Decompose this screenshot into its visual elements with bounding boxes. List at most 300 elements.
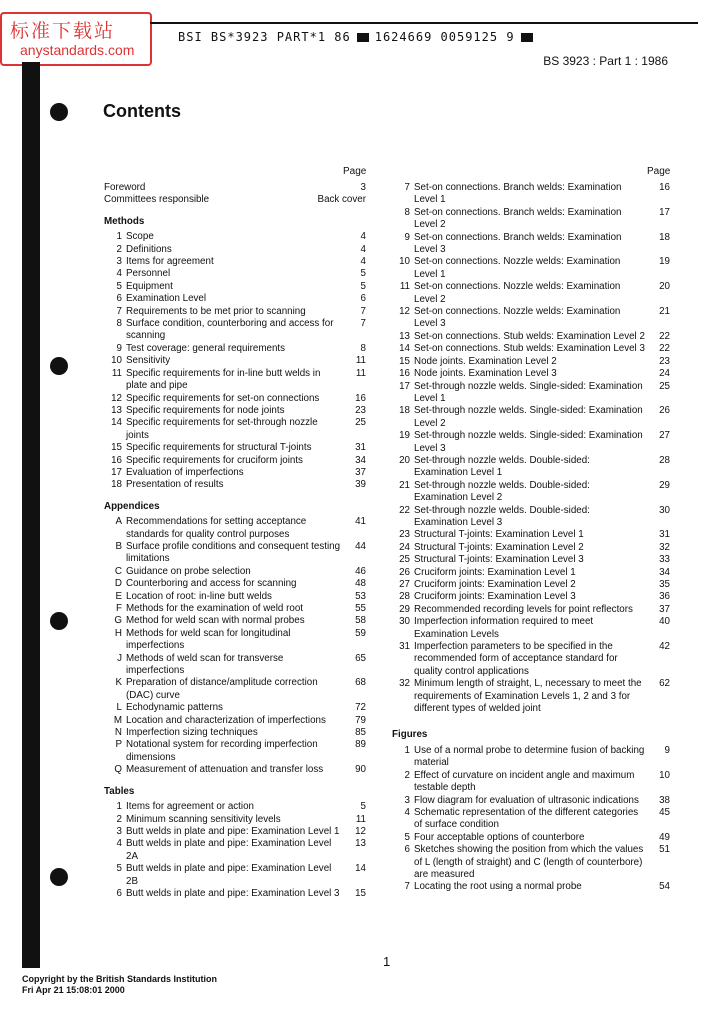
- entry-number: H: [114, 627, 122, 639]
- entry-title: Presentation of results: [126, 479, 224, 491]
- entry-page: 26: [659, 405, 670, 417]
- toc-entry: [104, 355, 366, 367]
- entry-page: 40: [659, 616, 670, 628]
- entry-page: 48: [355, 578, 366, 590]
- entry-page: 23: [355, 404, 366, 416]
- entry-title: Use of a normal probe to determine fusion of backing material: [414, 744, 645, 769]
- page-number: 1: [383, 954, 391, 969]
- entry-page: 33: [659, 554, 670, 566]
- entry-title: Test coverage: general requirements: [126, 342, 286, 354]
- toc-entry: [104, 268, 366, 280]
- toc-entry: [104, 393, 366, 405]
- entry-title: Cruciform joints: Examination Level 1: [414, 566, 576, 578]
- toc-entry: [392, 678, 670, 715]
- entry-page: 28: [659, 454, 670, 466]
- entry-page: 34: [659, 566, 670, 578]
- entry-title: Methods for weld scan for longitudinal imperfections: [126, 627, 291, 652]
- entry-title: Foreword: [104, 182, 146, 193]
- entry-title: Counterboring and access for scanning: [126, 578, 297, 590]
- entry-number: 6: [404, 844, 410, 856]
- entry-page: 7: [360, 305, 366, 317]
- toc-entry: [392, 591, 670, 603]
- entry-page: 5: [360, 801, 366, 813]
- entry-number: G: [114, 615, 122, 627]
- toc-entry: [392, 343, 670, 355]
- watermark-stamp: [0, 12, 152, 66]
- punch-hole-4: [50, 868, 68, 886]
- entry-page: 5: [360, 280, 366, 292]
- entry-number: N: [114, 727, 122, 739]
- toc-entry: [104, 603, 366, 615]
- toc-entry: [104, 231, 366, 243]
- toc-entry: [104, 715, 366, 727]
- toc-entry: [104, 838, 366, 863]
- toc-entry: [104, 615, 366, 627]
- entry-title: Guidance on probe selection: [126, 565, 251, 577]
- entry-number: 6: [116, 887, 122, 899]
- entry-title: Set-on connections. Nozzle welds: Examination Level 3: [414, 306, 621, 330]
- entry-page: 79: [355, 714, 366, 726]
- entry-page: 15: [355, 887, 366, 899]
- entry-title: Structural T-joints: Examination Level 1: [414, 529, 584, 541]
- barcode-block-icon: [521, 33, 533, 42]
- entry-number: 1: [404, 744, 410, 756]
- entry-title: Imperfection parameters to be specified in the recommended form of acceptance standard for quality control applications: [414, 641, 618, 677]
- entry-page: 51: [659, 844, 670, 856]
- entry-page: 10: [659, 769, 670, 781]
- entry-title: Set-on connections. Nozzle welds: Examination Level 2: [414, 281, 621, 305]
- entry-title: Method for weld scan with normal probes: [126, 615, 305, 627]
- entry-page: 37: [355, 466, 366, 478]
- toc-entry: [392, 232, 670, 257]
- toc-entry: [392, 207, 670, 232]
- entry-number: A: [115, 516, 122, 528]
- toc-entry: [392, 281, 670, 306]
- entry-title: Butt welds in plate and pipe: Examination Level 1: [126, 825, 340, 837]
- entry-title: Cruciform joints: Examination Level 2: [414, 579, 576, 590]
- entry-number: 19: [399, 430, 410, 442]
- entry-number: 3: [404, 794, 410, 806]
- header-code: [178, 30, 539, 44]
- entry-title: Evaluation of imperfections: [126, 466, 244, 478]
- toc-entry: [104, 628, 366, 653]
- toc-entry: [392, 542, 670, 554]
- toc-entry: [104, 442, 366, 454]
- entry-title: Sketches showing the position from which the values of L (length of straight) and C (length of counterbore) are measured: [414, 844, 644, 880]
- entry-page: 45: [659, 806, 670, 818]
- entry-title: Requirements to be met prior to scanning: [126, 305, 306, 317]
- entry-number: 17: [111, 466, 122, 478]
- entry-page: 22: [659, 330, 670, 342]
- toc-entry: [104, 727, 366, 739]
- entry-page: 42: [659, 641, 670, 653]
- standard-reference: BS 3923 : Part 1 : 1986: [543, 54, 668, 68]
- entry-number: 16: [111, 454, 122, 466]
- entry-title: Butt welds in plate and pipe: Examination Level 3: [126, 887, 340, 899]
- entry-number: 11: [111, 367, 122, 379]
- entry-number: 5: [404, 831, 410, 843]
- entry-number: 2: [116, 813, 122, 825]
- entry-number: 17: [399, 380, 410, 392]
- entry-title: Structural T-joints: Examination Level 2: [414, 541, 584, 553]
- entry-number: 4: [116, 838, 122, 850]
- entry-number: 6: [116, 293, 122, 305]
- entry-page: 31: [659, 529, 670, 541]
- entry-number: 15: [399, 355, 410, 367]
- entry-title: Structural T-joints: Examination Level 3: [414, 554, 584, 566]
- toc-entry: [104, 826, 366, 838]
- entry-page: 4: [360, 243, 366, 255]
- entry-number: 5: [116, 863, 122, 875]
- entry-title: Set-through nozzle welds. Single-sided: Examination Level 2: [414, 405, 643, 429]
- methods-heading: Methods: [104, 215, 145, 227]
- entry-page: 6: [360, 293, 366, 305]
- stamp-url-text: anystandards.com: [20, 42, 135, 58]
- entry-title: Set-through nozzle welds. Double-sided: Examination Level 2: [414, 479, 590, 504]
- entry-title: Preparation of distance/amplitude correction (DAC) curve: [126, 677, 318, 701]
- entry-page: 13: [355, 838, 366, 850]
- entry-title: Items for agreement or action: [126, 801, 254, 813]
- entry-page: 38: [659, 794, 670, 806]
- entry-title: Personnel: [126, 268, 171, 280]
- entry-number: 7: [404, 881, 410, 893]
- page-title: Contents: [103, 101, 181, 121]
- entry-page: 12: [355, 825, 366, 837]
- entry-title: Set-on connections. Stub welds: Examination Level 3: [414, 343, 645, 355]
- entry-title: Surface profile conditions and consequent testing limitations: [126, 540, 341, 565]
- entry-page: 59: [355, 627, 366, 639]
- toc-entry: [104, 479, 366, 491]
- entry-title: Echodynamic patterns: [126, 702, 223, 714]
- entry-page: 17: [659, 206, 670, 218]
- toc-entry: [392, 331, 670, 343]
- toc-entry: [104, 653, 366, 678]
- entry-number: 7: [404, 182, 410, 193]
- entry-title: Definitions: [126, 243, 172, 255]
- entry-number: 3: [116, 256, 122, 268]
- toc-entry: [392, 604, 670, 616]
- toc-entry: [392, 795, 670, 807]
- entry-number: 11: [399, 281, 410, 293]
- entry-page: 44: [355, 540, 366, 552]
- entry-title: Methods for the examination of weld root: [126, 603, 303, 614]
- entry-title: Butt welds in plate and pipe: Examination Level 2B: [126, 863, 332, 887]
- entry-number: Q: [114, 764, 122, 776]
- entry-title: Specific requirements for set-on connections: [126, 392, 320, 404]
- toc-entry: [392, 554, 670, 566]
- entry-page: 11: [355, 367, 366, 379]
- entry-title: Specific requirements for set-through nozzle joints: [126, 417, 318, 441]
- toc-entry: [104, 244, 366, 256]
- punch-hole-2: [50, 357, 68, 375]
- entry-page: 22: [659, 343, 670, 355]
- entry-title: Specific requirements for cruciform joints: [126, 454, 303, 466]
- scan-edge-bar: [22, 62, 40, 968]
- entry-page: 9: [664, 744, 670, 756]
- stamp-chinese-text: 标准下载站: [10, 20, 116, 42]
- entry-page: 55: [355, 603, 366, 614]
- entry-title: Committees responsible: [104, 194, 210, 206]
- entry-page: 36: [659, 591, 670, 603]
- entry-number: 15: [111, 442, 122, 454]
- toc-entry: [392, 641, 670, 678]
- entry-page: 19: [659, 256, 670, 268]
- toc-entry: [104, 516, 366, 541]
- toc-entry: [104, 467, 366, 479]
- toc-entry: [104, 764, 366, 776]
- copyright-date: Fri Apr 21 15:08:01 2000: [22, 985, 125, 995]
- header-code-mid: 1624669 0059125 9: [374, 30, 515, 44]
- entry-page: 62: [659, 678, 670, 690]
- entry-number: 32: [399, 678, 410, 690]
- entry-number: 13: [111, 404, 122, 416]
- entry-number: M: [113, 714, 122, 726]
- entry-title: Set-on connections. Branch welds: Examination Level 3: [414, 231, 622, 256]
- entry-title: Imperfection information required to meet Examination Levels: [414, 616, 594, 640]
- toc-entry: [104, 801, 366, 813]
- copyright-line: Copyright by the British Standards Institution: [22, 974, 218, 984]
- toc-entry: [392, 256, 670, 281]
- entry-number: 31: [399, 641, 410, 653]
- appendices-heading: Appendices: [104, 500, 160, 512]
- toc-entry: [104, 814, 366, 826]
- toc-entry: [104, 343, 366, 355]
- entry-number: 27: [399, 579, 410, 590]
- toc-entry: [104, 591, 366, 603]
- entry-page: 37: [659, 603, 670, 615]
- entry-title: Specific requirements for in-line butt welds in plate and pipe: [126, 367, 321, 392]
- entry-page: 23: [659, 355, 670, 367]
- entry-title: Set-on connections. Nozzle welds: Examination Level 1: [414, 256, 621, 280]
- entry-page: 32: [659, 541, 670, 553]
- entry-title: Location and characterization of imperfections: [126, 714, 326, 726]
- entry-title: Set-on connections. Stub welds: Examination Level 2: [414, 330, 645, 342]
- entry-number: 18: [111, 479, 122, 491]
- toc-entry: [392, 567, 670, 579]
- punch-hole-1: [50, 103, 68, 121]
- entry-number: 22: [399, 504, 410, 516]
- toc-entry: [392, 807, 670, 832]
- toc-entry: [392, 881, 670, 893]
- toc-entry: [104, 306, 366, 318]
- entry-number: 10: [399, 256, 410, 268]
- page-column-label-left: Page: [343, 166, 367, 177]
- toc-entry: [104, 863, 366, 888]
- entry-page: 53: [355, 590, 366, 602]
- entry-title: Four acceptable options of counterbore: [414, 831, 585, 843]
- entry-number: L: [116, 702, 122, 714]
- header-code-left: BSI BS*3923 PART*1 86: [178, 30, 351, 44]
- entry-page: 49: [659, 831, 670, 843]
- toc-entry: [104, 293, 366, 305]
- entry-title: Set-on connections. Branch welds: Examination Level 2: [414, 206, 622, 231]
- entry-title: Equipment: [126, 280, 173, 292]
- entry-title: Node joints. Examination Level 2: [414, 355, 557, 367]
- entry-page: 39: [355, 479, 366, 491]
- entry-page: 30: [659, 504, 670, 516]
- entry-number: 25: [399, 554, 410, 566]
- entry-page: 35: [659, 579, 670, 590]
- entry-page: 3: [360, 182, 366, 193]
- entry-title: Recommended recording levels for point reflectors: [414, 603, 633, 615]
- entry-number: E: [115, 590, 122, 602]
- entry-title: Cruciform joints: Examination Level 3: [414, 591, 576, 603]
- toc-entry: [392, 356, 670, 368]
- entry-page: 65: [355, 652, 366, 664]
- entry-page: 4: [360, 256, 366, 268]
- entry-page: 46: [355, 565, 366, 577]
- entry-page: 4: [360, 231, 366, 243]
- entry-number: C: [114, 565, 122, 577]
- toc-entry: [104, 318, 366, 343]
- toc-entry: [104, 677, 366, 702]
- entry-number: 29: [399, 603, 410, 615]
- entry-number: 18: [399, 405, 410, 417]
- toc-entry: [392, 430, 670, 455]
- entry-title: Set-through nozzle welds. Double-sided: Examination Level 1: [414, 454, 590, 479]
- entry-title: Minimum scanning sensitivity levels: [126, 813, 281, 825]
- entry-title: Methods of weld scan for transverse imperfections: [126, 652, 284, 677]
- entry-page: 29: [659, 479, 670, 491]
- entry-number: J: [117, 652, 122, 664]
- entry-title: Items for agreement: [126, 256, 214, 268]
- entry-title: Set-on connections. Branch welds: Examination Level 1: [414, 182, 622, 206]
- entry-number: 3: [116, 825, 122, 837]
- entry-title: Sensitivity: [126, 355, 171, 367]
- toc-entry: [392, 405, 670, 430]
- toc-entry: [392, 505, 670, 530]
- entry-title: Node joints. Examination Level 3: [414, 368, 557, 380]
- punch-hole-3: [50, 612, 68, 630]
- toc-entry: [104, 739, 366, 764]
- entry-page: 5: [360, 268, 366, 280]
- entry-number: K: [115, 677, 122, 689]
- entry-number: D: [114, 578, 122, 590]
- header-rule: [150, 22, 698, 24]
- entry-title: Minimum length of straight, L, necessary to meet the requirements of Examination Levels 1, 2 and 3 for different types of welded joint: [414, 678, 642, 715]
- entry-number: B: [115, 540, 122, 552]
- entry-number: 1: [116, 231, 122, 243]
- toc-entry: [392, 745, 670, 770]
- toc-entry: [392, 306, 670, 331]
- entry-page: 25: [355, 417, 366, 429]
- entry-title: Scope: [126, 231, 154, 243]
- entry-title: Recommendations for setting acceptance standards for quality control purposes: [126, 516, 307, 540]
- entry-title: Imperfection sizing techniques: [126, 727, 258, 739]
- entry-page: 18: [659, 231, 670, 243]
- entry-title: Measurement of attenuation and transfer loss: [126, 764, 324, 776]
- tables-heading: Tables: [104, 785, 135, 797]
- entry-page: 31: [355, 442, 366, 454]
- toc-entry: [104, 541, 366, 566]
- entry-page: 27: [659, 430, 670, 442]
- toc-entry: [104, 417, 366, 442]
- entry-title: Set-through nozzle welds. Single-sided: Examination Level 1: [414, 380, 643, 404]
- toc-entry: [104, 368, 366, 393]
- entry-title: Surface condition, counterboring and access for scanning: [126, 318, 334, 342]
- toc-entry: [392, 182, 670, 207]
- toc-entry: [392, 832, 670, 844]
- figures-heading: Figures: [392, 729, 428, 741]
- toc-entry: [392, 455, 670, 480]
- entry-page: 20: [659, 281, 670, 293]
- entry-title: Set-through nozzle welds. Double-sided: Examination Level 3: [414, 504, 590, 528]
- entry-number: 12: [111, 392, 122, 404]
- entry-title: Effect of curvature on incident angle and maximum testable depth: [414, 769, 635, 794]
- entry-number: 20: [399, 454, 410, 466]
- entry-number: 10: [111, 355, 122, 367]
- entry-page: 11: [355, 813, 366, 825]
- entry-page: 7: [360, 318, 366, 330]
- entry-page: 14: [355, 863, 366, 875]
- entry-page: 34: [355, 454, 366, 466]
- barcode-block-icon: [357, 33, 369, 42]
- entry-page: 16: [659, 182, 670, 193]
- entry-number: 9: [404, 231, 410, 243]
- entry-title: Specific requirements for structural T-joints: [126, 442, 312, 454]
- entry-page: 41: [355, 516, 366, 528]
- entry-number: 14: [111, 417, 122, 429]
- entry-page: 58: [355, 615, 366, 627]
- toc-entry: [392, 381, 670, 406]
- toc-entry: [104, 256, 366, 268]
- entry-title: Notational system for recording imperfection dimensions: [126, 739, 318, 763]
- copyright-notice: [22, 974, 217, 996]
- entry-title: Location of root: in-line butt welds: [126, 590, 272, 602]
- toc-entry: [392, 616, 670, 641]
- toc-entry: [104, 566, 366, 578]
- entry-number: 21: [399, 479, 410, 491]
- toc-entry: [104, 888, 366, 900]
- toc-entry: [104, 455, 366, 467]
- toc-entry: [104, 281, 366, 293]
- entry-page: 16: [355, 392, 366, 404]
- entry-number: 8: [404, 206, 410, 218]
- entry-number: 9: [116, 342, 122, 354]
- contents-right-column: [392, 182, 670, 894]
- toc-entry: [104, 405, 366, 417]
- entry-number: P: [115, 739, 122, 751]
- entry-number: 23: [399, 529, 410, 541]
- entry-number: 28: [399, 591, 410, 603]
- entry-page: 89: [355, 739, 366, 751]
- entry-number: 2: [404, 769, 410, 781]
- entry-title: Flow diagram for evaluation of ultrasonic indications: [414, 794, 639, 806]
- entry-number: 16: [399, 368, 410, 380]
- entry-title: Locating the root using a normal probe: [414, 881, 582, 893]
- entry-number: 14: [399, 343, 410, 355]
- toc-entry: [392, 844, 670, 881]
- entry-number: 1: [116, 801, 122, 813]
- toc-entry: [104, 578, 366, 590]
- front-matter-entry: [104, 182, 366, 194]
- entry-page: 11: [355, 355, 366, 367]
- entry-page: 85: [355, 727, 366, 739]
- entry-number: 12: [399, 306, 410, 318]
- page-column-label-right: Page: [647, 166, 671, 177]
- front-matter-entry: [104, 194, 366, 206]
- entry-number: 13: [399, 330, 410, 342]
- entry-number: 8: [116, 318, 122, 330]
- entry-number: 4: [116, 268, 122, 280]
- toc-entry: [392, 368, 670, 380]
- entry-title: Set-through nozzle welds. Single-sided: Examination Level 3: [414, 430, 643, 454]
- entry-number: F: [116, 603, 122, 614]
- entry-number: 5: [116, 280, 122, 292]
- entry-number: 30: [399, 616, 410, 628]
- entry-page: 72: [355, 702, 366, 714]
- toc-entry: [392, 480, 670, 505]
